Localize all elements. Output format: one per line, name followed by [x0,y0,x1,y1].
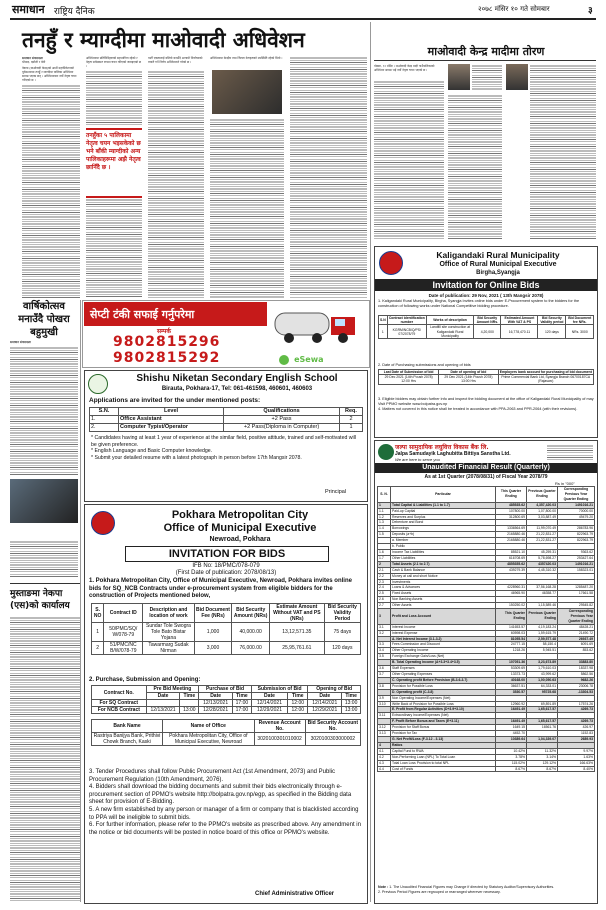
pullquote-text: तनहुँका ५ पालिकामा नेतृत्व चयन भइसकेको छ भने बाँकी म्याग्दीको अन्य पालिकाहरूमा अझै नेतृत्व छानिँदै छ । [86,132,141,171]
pokhara-terms: 3. Tender Procedures shall follow Public Procurement Act (1st Amendment, 2073) and Public Procurement Regulation (10th Amendment, 2076). 4. Bidders shall download the bidding documents and submit their bids electronically through e-procurement section of PPMO's website http://bolpatra.gov.np/egp, as specified in the Bidding data sheet for provision of E-Bidding. 5. A new firm established by any person or manager of a firm or company that is blacklisted according to PPA will be ineligible to submit bids. 6. For further information, please refer to the PPMO's website as prescribed above. Any amendment in the notice or bid documents will be posted in notice board of this office or PPMO's website. [89,769,361,836]
table-row: 2.6 Non Banking Assets [378,597,595,603]
septic-contact-label: सम्पर्क [157,328,171,335]
masthead-subtitle: राष्ट्रिय दैनिक [54,7,95,17]
pokhara-para-1: 1. Pokhara Metropolitan City, Office of Municipal Executive, Newroad, Pokhara invites online bids for SQ_NCB Contracts under e-procurement system from eligible bidders for the construction of Projects mentioned below, [89,578,352,599]
septic-ad [82,300,370,368]
right-article-photo-2 [506,64,528,90]
table-row: a. Member 2165880.46 21,22,831.27 822963.79 [378,538,595,544]
right-article-photo-1 [448,64,470,90]
table-row: E. Profit from Regular Activities (D+3.9+3.10) 16491.49 1,65,617.57 4269.73 [378,707,595,713]
jalpa-title-np: जल्पा सामुदायिक लघुवित्त विकास बैंक लि. [395,444,489,451]
table-row: F. Profit Before Bonus and Taxes (E+3.11) 16491.49 1,65,617.57 4269.73 [378,719,595,725]
shishu-signature: Principal [325,489,347,495]
table-row: 1.3 Debenture and Bond [378,520,595,526]
jalpa-logo [378,444,394,460]
shishu-table [89,407,363,432]
table-row: 2.7 Other Assets 150250.02 1,15,589.46 29545.82 [379,603,593,608]
tanker-truck-image [273,305,361,345]
masthead-date: २०७८ मंसिर १० गते सोमबार [478,5,550,13]
table-row: 3.6 Staff Expenses 53309.69 1,79,610.03 18337.98 [379,666,593,671]
masthead-title: समाधान [12,3,45,16]
table-row: 1.2 Reserves and Surplus 312800.69 3,03,887.49 49479.20 [379,514,593,519]
table-row: Rastriya Banijya Bank, Prithivi Chowk Branch, Kaski Pokhara Metropolitan City, Office of Municipal Executive, Newroad 3020100301010002 3020100303000002 [92,733,361,746]
kaligandaki-para-2: 2. Date of Purchasing submissions and opening of bids [378,363,471,367]
jalpa-report [374,440,598,904]
shishu-notes: * Candidates having at least 1 year of experience at the similar field, positive attitude, trained and self-motivated will be given preference. * English Language and Basic Computer knowledge. * Submit your detailed resume with a latest photograph in person before 17th Mangsir 2078. [91,435,356,461]
table-row: 2 Total Assets (2.1 to 2.7) 4855355.62 4357420.03 1491016.21 [379,561,593,566]
anniversary-headline: वार्षिकोत्सव मनाउँदै पोखरा बहुमुखी [18,301,70,338]
pokhara-location: Newroad, Pokhara [209,536,271,543]
septic-ad-title: सेप्टी टंकी सफाई गर्नुपरेमा [90,308,195,321]
table-row: 1 Total Capital & Liabilities (1.1 to 1.7) 485535.62 4,357,420.03 1491016.21 [379,502,593,507]
pokhara-pub-date: (First Date of publication: 2078/08/13) [175,570,277,576]
masthead [0,0,606,20]
jalpa-unit: Rs in "000" [555,481,575,486]
shishu-title: Shishu Niketan Secondary English School [136,373,338,384]
anniversary-byline: समाधान संवाददाता [10,340,31,344]
table-row: 1.4 Borrowings 1336564.69 11,99,070.49 286783.96 [379,526,593,531]
kaligandaki-date: Date of publication: 29 Nov, 2021 ( 13th Mangsir 2078) [428,293,544,298]
jalpa-tagline: We are here to serve you [395,457,440,462]
table-row: 3.12 Provision for Staff Bonus 1649.15 16561.76 426.97 [379,725,593,730]
kaligandaki-notice [374,246,598,438]
kaligandaki-location: Birgha,Syangja [476,270,520,276]
right-article [374,64,596,242]
pokhara-office: Office of Municipal Executive [163,522,317,534]
table-row: B. Total Operating Income (A+3.3+3.4+3.5) 107051.36 3,23,673.89 33883.80 [378,660,595,666]
kaligandaki-schedule-table: Last Date of Submission of bid Date of opening of bid Employers bank account for purchasing of bid document 29 Dec 2021 (14th Poush 2078) 12:00 Hrs 29 Dec 2021 (14th Poush 2078) 13:00 Hrs Prime Commercial Bank Ltd, Syangja Branch 06700187CA (Rajaswo) [378,369,594,385]
table-row: 3.8 Provision for Possible Loss 36637.51 64,333.01 23006.78 [379,683,593,688]
septic-ad-banner [84,302,267,326]
shishu-notice [84,370,368,502]
septic-phone-1: 9802815296 [113,334,221,350]
pokhara-org: Pokhara Metropolitan City [171,509,309,521]
septic-phone-2: 9802815292 [113,350,221,366]
kaligandaki-office: Office of Rural Municipal Executive [439,261,557,268]
kaligandaki-org: Kaligandaki Rural Municipality [436,250,560,260]
table-row: 4.4 Cost of Funds 8.67% 8.67% 8.40% [379,766,593,771]
main-article [22,56,367,300]
jalpa-address-block [547,444,593,462]
table-row: 29 Dec 2021 (14th Poush 2078) 12:00 Hrs 29 Dec 2021 (14th Poush 2078) 13:00 Hrs Prime Commercial Bank Ltd, Syangja Branch 06700187CA (Rajaswo) [379,375,594,384]
table-row: 3.9 Non Operating Income/Expenses (Net) [378,695,595,701]
table-row: For SQ Contract 12/13/2021 17:00 12/14/2021 12:00 12/14/2021 13:00 [92,700,361,707]
esewa-brand: eSewa [294,355,324,364]
mustang-headline: मुस्ताङमा नेकपा (एस)को कार्यालय [10,589,70,611]
table-row: 1 KGRM/NCB/Q/PS/ 07/2078/79 Landfill site construction at Kaligandaki Rural Municipality 4,20,000 16,778,470.11 120 days NRs. 3000 [379,325,594,339]
shishu-logo [88,374,108,394]
table-row: 3.4 Other Operating Income 1218.26 5,945.51 853.62 [379,648,593,653]
table-row: 3.7 Other Operating Expenses 13373.73 43,999.62 5862.56 [379,672,593,676]
table-row: 4.1 Capital Fund to RWA 10.42% 11.32% 9.97% [379,748,593,753]
pokhara-schedule-table: Contract No. Pre Bid Meeting Purchase of Bid Submission of Bid Opening of Bid Date Time Date Time Date Time Date Time For SQ Contract 12/13/2021 17:00 12/14/2021 12:00 12/14/2021 13:00 For NCB Contract 12/13/2021 13:00 12/28/2021 17:00 12/29/2021 12:00 12/29/2021 13:00 [91,685,361,714]
shishu-col-req: Req. [340,408,363,416]
table-row: 1.7 Other Liabilities 616708.69 5,78,698.27 253427.64 [379,555,593,560]
main-byline: समाधान संवाददाता [22,56,43,60]
jalpa-notes: Note : 1. The Unaudited Financial Figures may Change if directed by Statutory Auditor/Supervisory Authorities. 2. Previous Period Figures are regrouped or rearranged wherever necessary. [378,885,555,894]
table-row: 1.1 Paid-up Capital 107800.00 1,07,800.00 70000.00 [379,508,593,513]
table-row: 2.3 Investments [378,579,595,585]
table-row: 3.11 Extraordinary Income/Expenses (Net) [378,713,595,719]
table-row: 4.2 Non-Performing Loan (NPL) To Total Loan 3.78% 3.14% 1.63% [379,754,593,759]
table-row: 3.3 Fees Commission and Discount 24777.15 58,150.4 6091.69 [379,642,593,647]
table-row: 4.3 Total Loan Loss Provision to total NPL 115.02% 129.12% 166.63% [379,760,593,765]
main-article-col4-lead: अधिवेशनमा केन्द्रीय तथा जिल्ला नेताहरूको उपस्थिति रहेको थियो । [210,56,283,60]
table-row: 3.2 Interest Expense 60598.03 1,59,615.79 21490.72 [379,630,593,635]
table-row: D. Operating profit (C-3.8) 3530.57 95725.68 -13304.53 [378,689,595,695]
main-byline-location: भीमाद, दमौली र बेनी [22,60,46,64]
table-row: 3.13 Provision for Tax 4452.70 1152.83 [379,731,593,736]
table-row: 1.6 Income Tax Liabilities 85521.10 45,259.31 9363.62 [379,549,593,554]
kaligandaki-terms: 3. Eligible bidders may obtain further info and inspect the bidding document at the office of Kaligandaki Rural Municipality of may Visit PPMO website www.bolpatra.gov.np 4. Matters not covered in this notice shall be treated in accordance with PPA-2063 and PPR-2064 (with their revisions). [378,397,594,411]
page-number: ३ [588,6,593,16]
table-row: For NCB Contract 12/13/2021 13:00 12/28/2021 17:00 12/29/2021 12:00 12/29/2021 13:00 [92,707,361,714]
main-article-col1-lead: नेकपा (माओवादी केन्द्र)को आठौं महाधिवेशनको पूर्वसन्ध्यामा तनहुँ र म्याग्दीमा पालिका अधिवेशन सम्पन्न भएका छन् । अधिवेशनबाट नयाँ नेतृत्व चयन गरिएको छ । [22,66,77,82]
pokhara-banner: INVITATION FOR BIDS [125,546,329,562]
kaligandaki-bid-table: S.N Contract identification number Works of description Bid Security Amount NRs. Estimated Amount With VAT & PS Bid Security Validity period Bid Document fee NRs. 1 KGRM/NCB/Q/PS/ 07/2078/79 Landfill site construction at Kaligandaki Rural Municipality 4,20,000 16,778,470.11 120 days NRs. 3000 [378,315,594,339]
shishu-col-qual: Qualifications [224,408,340,416]
article-photo [212,70,282,114]
table-row: 2.2 Money at call and short Notice [378,573,595,579]
kaligandaki-emblem [379,251,403,275]
jalpa-report-title: Unaudited Financial Result (Quarterly) [375,463,597,473]
pokhara-notice [84,504,368,904]
pokhara-bank-table: Bank Name Name of Office Revenue Account No. Bid Security Account No. Rastriya Banijya Bank, Prithivi Chowk Branch, Kaski Pokhara Metropolitan City, Office of Municipal Executive, Newroad 3020100301010002 3020100303000002 [91,719,361,746]
main-article-col2-lead: अधिवेशनमा प्रतिनिधिहरूको सहभागिता रहेको र नेतृत्व सर्वसम्मत रूपमा चयन गरिएको जनाइएको छ । [86,56,142,68]
pokhara-ifb: IFB No: 18/PMC/078-079 [192,563,260,569]
table-row: 1.5 Deposits (a+b) 2165880.46 21,22,831.27 822963.79 [379,532,593,537]
table-row: 1 50/PMC/SQ/ W/078-79 Sundar Tole Swogra Tole Bato Bistar Yojana 1,000 40,000.00 13,12,571.35 75 days [92,623,361,642]
right-article-headline: माओवादी केन्द्र मादीमा तोरण [427,45,545,58]
table-row: C. Operating profit Before Provision (B-3.6-3.7) 40168.00 1,00,050.63 9682.26 [378,677,595,683]
jalpa-financial-table: S. N. Particular This Quarter Ending Previous Quarter Ending Corresponding Previous Year Quarter Ending 1 Total Capital & Liabilities (1.1 to 1.7) 485535.62 4,357,420.03 1491016.21 1.1 Paid-up Capital 107800.00 1,07,800.00 70000.00 1.2 Reserves and Surplus 312800.69 3,03,887.49 49479.20 1.3 Debenture and Bond 1.4 Borrowings 1336564.69 11,99,070.49 286783.96 1.5 Deposits (a+b) 2165880.46 21,22,831.27 822963.79 a. Member 2165880.46 21,22,831.27 822963.79 b. Public 1.6 Income Tax Liabilities 85521.10 45,259.31 9363.62 1.7 Other Liabilities 616708.69 5,78,698.27 253427.64 2 Total Assets (2.1 to 2.7) 4855355.62 4357420.03 1491016.21 2.1 Cash & Bank Balance 439279.39 4,45,310.32 158323.01 2.2 Money at call and short Notice 2.3 Investments 2.4 Loans & Advances 4228960.31 37,56,168.28 1285487.20 2.5 Fixed Assets 46965.90 46358.77 17661.58 2.6 Non Banking Assets 2.7 Other Assets 150250.02 1,15,589.46 29545.82 3 Profit and Loss Account This Quarter Ending Previous Quarter Ending Corresponding Previous Year Quarter Ending 3.1 Interest Income 141653.57 4,19,183.24 48428.21 3.2 Interest Expense 60598.03 1,59,615.79 21490.72 A. Net Interest Income (3.1-3.2) 81055.54 2,59,577.48 26937.49 3.3 Fees Commission and Discount 24777.15 58,150.4 6091.69 3.4 Other Operating Income 1218.26 5,945.51 853.62 3.5 Foreign Exchange Gain/Loss (Net) B. Total Operating Income (A+3.3+3.4+3.5) 107051.36 3,23,673.89 33883.80 3.6 Staff Expenses 53309.69 1,79,610.03 18337.98 3.7 Other Operating Expenses 13373.73 43,999.62 5862.56 C. Operating profit Before Provision (B-3.6-3.7) 40168.00 1,00,050.63 9682.26 3.8 Provision for Possible Loss 36637.51 64,333.01 23006.78 D. Operating profit (C-3.8) 3530.57 95725.68 -13304.53 3.9 Non Operating Income/Expenses (Net) 3.10 Write Back of Provision for Possible Loss 12960.92 69,891.89 17574.26 E. Profit from Regular Activities (D+3.9+3.10) 16491.49 1,65,617.57 4269.73 3.11 Extraordinary Income/Expenses (Net) F. Profit Before Bonus and Taxes (E+3.11) 16491.49 1,65,617.57 4269.73 3.12 Provision for Staff Bonus 1649.15 16561.76 426.97 3.13 Provision for Tax 4452.70 1152.83 G. Net Profit/Loss (F-3.12 - 3.13) 10389.64 1,04,339.07 2689.93 4 Ratios 4.1 Capital Fund to RWA 10.42% 11.32% 9.97% 4.2 Non-Performing Loan (NPL) To Total Loan 3.78% 3.14% 1.63% 4.3 Total Loan Loss Provision to total NPL 115.02% 129.12% 166.63% 4.4 Cost of Funds 8.67% 8.67% 8.40% [379,487,593,771]
table-row: 4 Ratios [378,742,595,748]
table-row: A. Net Interest Income (3.1-3.2) 81055.54 2,59,577.48 26937.49 [378,636,595,642]
shishu-col-level: Level [119,408,224,416]
table-row: b. Public [378,544,595,550]
right-article-lead: पोखरा, १२ मंसिर । माओवादी केन्द्र मादी गाउँपालिकाको अधिवेशन सम्पन्न भई नयाँ नेतृत्व चयन भएको छ । [374,64,435,72]
table-row: 2. Computer Typist/Operator +2 Pass(Diploma in Computer) 1 [90,424,363,432]
pokhara-para-2: 2. Purchase, Submission and Opening: [89,677,201,683]
table-row: 3.1 Interest Income 141653.57 4,19,183.24 48428.21 [379,624,593,629]
kaligandaki-banner: Invitation for Online Bids [375,279,597,291]
esewa-logo [279,349,349,363]
table-row: 2.5 Fixed Assets 46965.90 46358.77 17661.58 [379,591,593,596]
shishu-subtitle: Applications are invited for the under mentioned posts: [89,397,261,404]
main-headline: तनहुँ र म्याग्दीमा माओवादी अधिवेशन [22,28,305,52]
shishu-col-sn: S.N. [90,408,119,416]
mustang-body [10,616,80,902]
shishu-address: Birauta, Pokhara-17, Tel: 061-461598, 460601, 460603 [161,386,313,392]
table-row: 3.10 Write Back of Provision for Possible Loss 12960.92 69,891.89 17574.26 [379,701,593,706]
table-row: 1. Office Assistant +2 Pass 2 [90,416,363,424]
pullquote [86,128,142,198]
jalpa-report-sub: As at 1st Quarter (2078/08/31) of Fiscal Year 2078/79 [424,474,548,480]
anniversary-photo [10,479,78,523]
pokhara-emblem [91,511,115,535]
jalpa-title-en: Jalpa Samudayik Laghubitta Bittiya Sanstha Ltd. [395,451,511,457]
table-row: 2.4 Loans & Advances 4228960.31 37,56,168.28 1285487.20 [379,585,593,590]
table-row: 3 Profit and Loss Account This Quarter Ending Previous Quarter Ending Corresponding Previous Year Quarter Ending [379,609,593,623]
table-row: G. Net Profit/Loss (F-3.12 - 3.13) 10389.64 1,04,339.07 2689.93 [378,736,595,742]
kaligandaki-para-1: 1. Kaligandaki Rural Municipality, Birgha, Syangja Invites online bids under E-Procurement system to the bidders for the construction of following works under National Competitive bidding procedure. [378,299,580,308]
main-article-col3-lead: पार्टी एकतालाई बलियो बनाउँदै आगामी निर्वाचनको तयारी गर्ने निर्णय अधिवेशनले गरेको छ । [148,56,203,64]
table-row: 2 51/PMC/NC B/W/078-79 Tawarmarg Sudak Nirman 3,000 76,000.00 25,95,761.61 120 days [92,642,361,655]
pokhara-bid-table: S. NO Contract ID Description and location of work Bid Document Fee (NRs) Bid Security Amount (NRs) Estimate Amount Without VAT and PS (NRs) Bid Security Validity Period 1 50/PMC/SQ/ W/078-79 Sundar Tole Swogra Tole Bato Bistar Yojana 1,000 40,000.00 13,12,571.35 75 days 2 51/PMC/NC B/W/078-79 Tawarmarg Sudak Nirman 3,000 76,000.00 25,95,761.61 120 days [91,603,361,655]
table-row: 2.1 Cash & Bank Balance 439279.39 4,45,310.32 158323.01 [379,567,593,572]
pokhara-signature: Chief Administrative Officer [255,891,335,897]
table-row: 3.5 Foreign Exchange Gain/Loss (Net) [378,654,595,660]
